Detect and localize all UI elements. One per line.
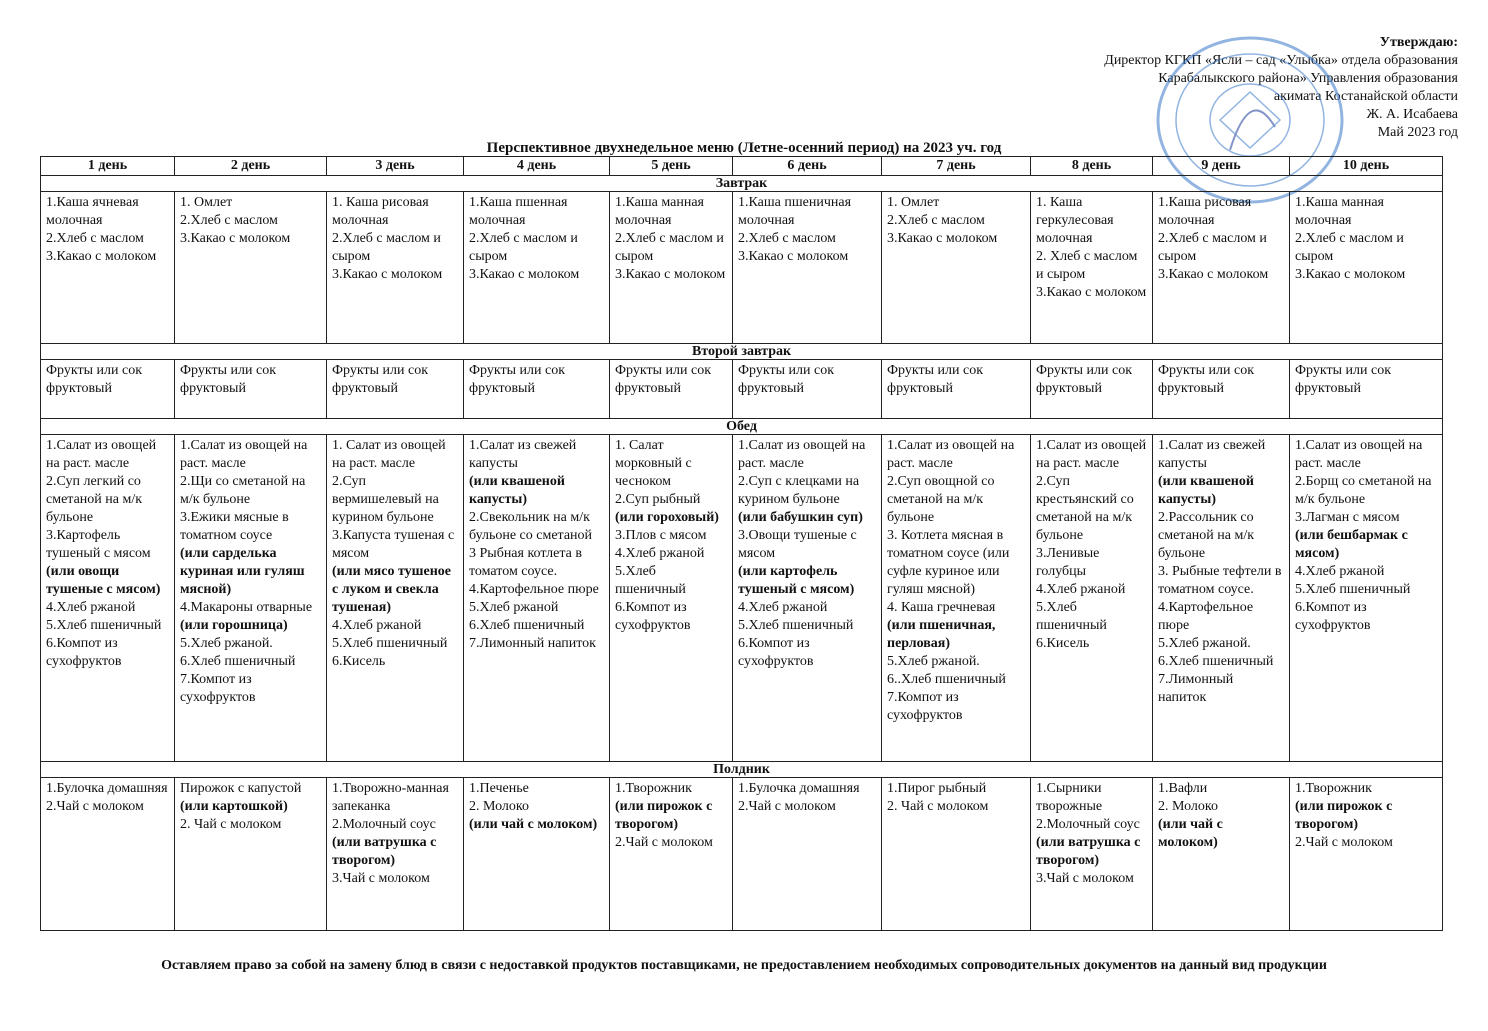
meal-cell [882, 435, 1031, 762]
dish-line: 1.Салат из овощей на раст. масле [738, 438, 866, 471]
dish-line: 6.Компот из сухофруктов [46, 636, 122, 669]
dish-line: 3.Какао с молоком [1295, 267, 1406, 282]
dish-line: 5.Хлеб пшеничный [615, 564, 686, 597]
dish-line: 2.Чай с молоком [738, 799, 836, 814]
dish-line: 1.Салат из овощей на раст. масле [46, 438, 157, 471]
meal-cell [464, 360, 610, 419]
dish-line: 6.Компот из сухофруктов [1295, 600, 1371, 633]
dish-line: 4.Хлеб ржаной [1036, 582, 1126, 597]
dish-line: 2.Чай с молоком [615, 835, 713, 850]
dish-line: 2.Суп вермишелевый на курином бульоне [332, 474, 439, 525]
dish-line: 1. Каша геркулесовая молочная [1036, 195, 1114, 246]
dish-line: 2. Чай с молоком [887, 799, 989, 814]
meal-cell [1290, 192, 1443, 344]
meal-cell [41, 435, 175, 762]
dish-line: (или чай с молоком) [1158, 817, 1223, 850]
meal-cell [41, 192, 175, 344]
approval-line: Май 2023 год [1377, 125, 1458, 140]
dish-line: 5.Хлеб пшеничный [332, 636, 448, 651]
meal-cell [610, 435, 733, 762]
dish-line: Фрукты или сок фруктовый [887, 363, 984, 396]
meal-cell [1031, 360, 1153, 419]
dish-line: (или горошница) [180, 618, 288, 633]
dish-line: 3.Капуста тушеная с мясом [332, 528, 455, 561]
meal-row [41, 192, 1443, 344]
meal-cell [1031, 192, 1153, 344]
dish-line: 7.Лимонный напиток [469, 636, 596, 651]
dish-line: 3.Какао с молоком [180, 231, 291, 246]
meal-cell [464, 778, 610, 931]
meal-row [41, 778, 1443, 931]
meal-cell [41, 360, 175, 419]
meal-cell [733, 360, 882, 419]
dish-line: Фрукты или сок фруктовый [1295, 363, 1392, 396]
dish-line: 6.Хлеб пшеничный [180, 654, 296, 669]
section-header-row [41, 419, 1443, 435]
day-header: 1 день [41, 157, 175, 176]
dish-line: 2.Молочный соус [1036, 817, 1140, 832]
meal-cell [175, 360, 327, 419]
dish-line: 3. Рыбные тефтели в томатном соусе. [1158, 564, 1282, 597]
meal-cell [175, 778, 327, 931]
dish-line: 3.Какао с молоком [1036, 285, 1147, 300]
day-header: 5 день [610, 157, 733, 176]
dish-line: 1. Салат из овощей на раст. масле [332, 438, 446, 471]
dish-line: Фрукты или сок фруктовый [1036, 363, 1133, 396]
dish-line: 1.Каша пшенная молочная [469, 195, 568, 228]
dish-line: 7.Компот из сухофруктов [180, 672, 256, 705]
dish-line: 5.Хлеб ржаной. [180, 636, 273, 651]
meal-cell [327, 778, 464, 931]
section-title: Обед [41, 419, 1443, 435]
dish-line: 5.Хлеб ржаной. [887, 654, 980, 669]
dish-line: 2.Суп крестьянский со сметаной на м/к бульоне [1036, 474, 1134, 543]
dish-line: 6.Компот из сухофруктов [738, 636, 814, 669]
dish-line: 2.Свекольник на м/к бульоне со сметаной [469, 510, 593, 543]
dish-line: 3.Чай с молоком [332, 871, 430, 886]
dish-line: 1.Пирог рыбный [887, 781, 987, 796]
dish-line: 1.Булочка домашняя [738, 781, 860, 796]
dish-line: (или ватрушка с творогом) [1036, 835, 1141, 868]
meal-cell [610, 778, 733, 931]
meal-cell [1290, 360, 1443, 419]
meal-cell [464, 192, 610, 344]
dish-line: Пирожок с капустой [180, 781, 302, 796]
dish-line: (или ватрушка с творогом) [332, 835, 437, 868]
approval-line: Ж. А. Исабаева [1366, 107, 1458, 122]
meal-cell [882, 360, 1031, 419]
dish-line: 4. Каша гречневая [887, 600, 996, 615]
dish-line: (или пирожок с творогом) [615, 799, 713, 832]
dish-line: 3.Плов с мясом [615, 528, 707, 543]
dish-line: 7.Компот из сухофруктов [887, 690, 963, 723]
dish-line: 2. Молоко [1158, 799, 1218, 814]
dish-line: 3.Какао с молоком [738, 249, 849, 264]
day-header: 4 день [464, 157, 610, 176]
dish-line: 1.Каша рисовая молочная [1158, 195, 1252, 228]
day-header: 10 день [1290, 157, 1443, 176]
dish-line: 2.Борщ со сметаной на м/к бульоне [1295, 474, 1432, 507]
meal-cell [1031, 435, 1153, 762]
dish-line: 3.Какао с молоком [887, 231, 998, 246]
meal-cell [175, 192, 327, 344]
meal-row [41, 435, 1443, 762]
dish-line: 5.Хлеб пшеничный [738, 618, 854, 633]
dish-line: 1.Сырники творожные [1036, 781, 1103, 814]
dish-line: 3.Картофель тушеный с мясом [46, 528, 151, 561]
days-header-row [41, 157, 1443, 176]
dish-line: 1.Салат из овощей на раст. масле [180, 438, 308, 471]
dish-line: (или гороховый) [615, 510, 719, 525]
dish-line: 3.Какао с молоком [615, 267, 726, 282]
dish-line: 3. Котлета мясная в томатном соусе (или суфле куриное или гуляш мясной) [887, 528, 1010, 597]
dish-line: 1.Творожник [615, 781, 692, 796]
dish-line: 1.Печенье [469, 781, 529, 796]
meal-cell [733, 435, 882, 762]
dish-line: 3.Лагман с мясом [1295, 510, 1400, 525]
dish-line: 5.Хлеб ржаной. [1158, 636, 1251, 651]
meal-cell [733, 192, 882, 344]
meal-cell [610, 192, 733, 344]
meal-cell [882, 778, 1031, 931]
section-title: Полдник [41, 762, 1443, 778]
section-header-row [41, 762, 1443, 778]
meal-cell [41, 778, 175, 931]
dish-line: (или овощи тушеные с мясом) [46, 564, 161, 597]
dish-line: Фрукты или сок фруктовый [332, 363, 429, 396]
day-header: 2 день [175, 157, 327, 176]
dish-line: (или картошкой) [180, 799, 288, 814]
dish-line: 6..Хлеб пшеничный [887, 672, 1006, 687]
meal-row [41, 360, 1443, 419]
dish-line: 3.Какао с молоком [46, 249, 157, 264]
dish-line: 2.Щи со сметаной на м/к бульоне [180, 474, 306, 507]
dish-line: Фрукты или сок фруктовый [738, 363, 835, 396]
day-header: 3 день [327, 157, 464, 176]
dish-line: 1. Каша рисовая молочная [332, 195, 429, 228]
dish-line: (или пшеничная, перловая) [887, 618, 996, 651]
meal-cell [1290, 778, 1443, 931]
dish-line: 4.Хлеб ржаной [1295, 564, 1385, 579]
dish-line: (или бешбармак с мясом) [1295, 528, 1408, 561]
meal-cell [1153, 778, 1290, 931]
dish-line: (или мясо тушеное с луком и свекла тушеная) [332, 564, 451, 615]
dish-line: 6.Кисель [332, 654, 386, 669]
dish-line: 3.Какао с молоком [1158, 267, 1269, 282]
dish-line: 4.Макароны отварные [180, 600, 313, 615]
dish-line: 5.Хлеб пшеничный [1036, 600, 1107, 633]
day-header: 8 день [1031, 157, 1153, 176]
section-header-row [41, 176, 1443, 192]
dish-line: 1. Омлет [180, 195, 233, 210]
dish-line: 4.Хлеб ржаной [615, 546, 705, 561]
dish-line: 2.Молочный соус [332, 817, 436, 832]
dish-line: 2.Рассольник со сметаной на м/к бульоне [1158, 510, 1255, 561]
page-title: Перспективное двухнедельное меню (Летне-осенний период) на 2023 уч. год [486, 140, 1002, 156]
dish-line: 1.Булочка домашняя [46, 781, 168, 796]
dish-line: 1. Салат морковный с чесноком [615, 438, 692, 489]
dish-line: 1.Каша ячневая молочная [46, 195, 139, 228]
meal-cell [175, 435, 327, 762]
dish-line: 2.Хлеб с маслом [180, 213, 278, 228]
dish-line: 4.Картофельное пюре [469, 582, 599, 597]
dish-line: 6.Хлеб пшеничный [469, 618, 585, 633]
dish-line: 5.Хлеб пшеничный [46, 618, 162, 633]
dish-line: 1.Каша манная молочная [1295, 195, 1384, 228]
dish-line: 4.Хлеб ржаной [46, 600, 136, 615]
dish-line: 5.Хлеб ржаной [469, 600, 559, 615]
dish-line: 2.Хлеб с маслом и сыром [332, 231, 441, 264]
day-header: 9 день [1153, 157, 1290, 176]
meal-cell [733, 778, 882, 931]
dish-line: (или бабушкин суп) [738, 510, 863, 525]
dish-line: 6.Компот из сухофруктов [615, 600, 691, 633]
dish-line: 2. Хлеб с маслом и сыром [1036, 249, 1138, 282]
dish-line: 2.Хлеб с маслом и сыром [469, 231, 578, 264]
dish-line: 1.Салат из свежей капусты [1158, 438, 1266, 471]
dish-line: 2.Хлеб с маслом [738, 231, 836, 246]
dish-line: (или квашеной капусты) [469, 474, 565, 507]
day-header: 7 день [882, 157, 1031, 176]
dish-line: 1.Каша манная молочная [615, 195, 704, 228]
dish-line: 2.Суп рыбный [615, 492, 701, 507]
dish-line: 3.Ленивые голубцы [1036, 546, 1100, 579]
dish-line: 1.Салат из свежей капусты [469, 438, 577, 471]
dish-line: 1.Салат из овощей на раст. масле [1036, 438, 1147, 471]
meal-cell [464, 435, 610, 762]
dish-line: 2.Чай с молоком [1295, 835, 1393, 850]
dish-line: 1.Салат из овощей на раст. масле [1295, 438, 1423, 471]
dish-line: 7.Лимонный напиток [1158, 672, 1234, 705]
dish-line: 1.Творожно-манная запеканка [332, 781, 449, 814]
dish-line: Фрукты или сок фруктовый [615, 363, 712, 396]
dish-line: 1.Вафли [1158, 781, 1208, 796]
approval-line: акимата Костанайской области [1273, 89, 1458, 104]
section-title: Второй завтрак [41, 344, 1443, 360]
dish-line: 2.Чай с молоком [46, 799, 144, 814]
dish-line: 2.Суп с клецками на курином бульоне [738, 474, 860, 507]
meal-cell [327, 435, 464, 762]
meal-cell [1153, 192, 1290, 344]
dish-line: (или чай с молоком) [469, 817, 598, 832]
meal-cell [327, 192, 464, 344]
dish-line: 3.Ежики мясные в томатном соусе [180, 510, 289, 543]
meal-cell [327, 360, 464, 419]
dish-line: (или пирожок с творогом) [1295, 799, 1393, 832]
dish-line: 3.Чай с молоком [1036, 871, 1134, 886]
dish-line: (или квашеной капусты) [1158, 474, 1254, 507]
dish-line: 2.Суп легкий со сметаной на м/к бульоне [46, 474, 143, 525]
dish-line: Фрукты или сок фруктовый [180, 363, 277, 396]
dish-line: 3 Рыбная котлета в томатом соусе. [469, 546, 582, 579]
meal-cell [1290, 435, 1443, 762]
day-header: 6 день [733, 157, 882, 176]
dish-line: 1.Каша пшеничная молочная [738, 195, 852, 228]
dish-line: Фрукты или сок фруктовый [1158, 363, 1255, 396]
meal-cell [610, 360, 733, 419]
dish-line: 2.Хлеб с маслом [887, 213, 985, 228]
dish-line: 4.Хлеб ржаной [738, 600, 828, 615]
meal-cell [1031, 778, 1153, 931]
meal-cell [1153, 435, 1290, 762]
dish-line: 6.Кисель [1036, 636, 1090, 651]
approval-line: Директор КГКП «Ясли – сад «Улыбка» отдела образования [1104, 53, 1458, 68]
dish-line: 2.Хлеб с маслом [46, 231, 144, 246]
dish-line: 3.Овощи тушеные с мясом [738, 528, 857, 561]
dish-line: (или сарделька куриная или гуляш мясной) [180, 546, 305, 597]
dish-line: Фрукты или сок фруктовый [46, 363, 143, 396]
meal-cell [1153, 360, 1290, 419]
menu-table [40, 156, 1443, 931]
meal-cell [882, 192, 1031, 344]
dish-line: 2. Чай с молоком [180, 817, 282, 832]
approval-line: Карабалыкского района» Управления образования [1158, 71, 1458, 86]
dish-line: 1.Творожник [1295, 781, 1372, 796]
dish-line: 4.Картофельное пюре [1158, 600, 1254, 633]
section-header-row [41, 344, 1443, 360]
dish-line: 2.Хлеб с маслом и сыром [1158, 231, 1267, 264]
section-title: Завтрак [41, 176, 1443, 192]
dish-line: 2.Суп овощной со сметаной на м/к бульоне [887, 474, 995, 525]
dish-line: 3.Какао с молоком [332, 267, 443, 282]
dish-line: Фрукты или сок фруктовый [469, 363, 566, 396]
dish-line: 2. Молоко [469, 799, 529, 814]
dish-line: 3.Какао с молоком [469, 267, 580, 282]
dish-line: 1. Омлет [887, 195, 940, 210]
dish-line: (или картофель тушеный с мясом) [738, 564, 855, 597]
approval-heading: Утверждаю: [1379, 35, 1458, 50]
footer-note: Оставляем право за собой на замену блюд в связи с недоставкой продуктов поставщиками, не предоставлением необходимых сопроводительных документов на данный вид продукции [161, 958, 1327, 973]
dish-line: 6.Хлеб пшеничный [1158, 654, 1274, 669]
dish-line: 4.Хлеб ржаной [332, 618, 422, 633]
dish-line: 5.Хлеб пшеничный [1295, 582, 1411, 597]
dish-line: 1.Салат из овощей на раст. масле [887, 438, 1015, 471]
dish-line: 2.Хлеб с маслом и сыром [1295, 231, 1404, 264]
dish-line: 2.Хлеб с маслом и сыром [615, 231, 724, 264]
